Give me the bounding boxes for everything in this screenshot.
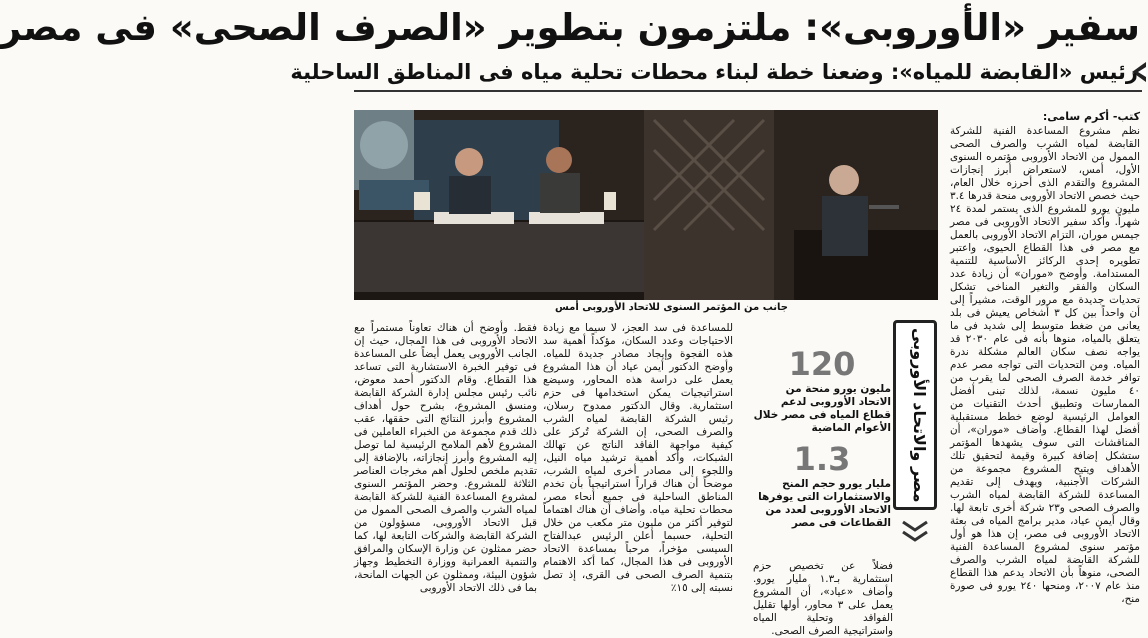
fact-number: 1.3 [793,440,851,478]
article-column-left: فقط. وأوضح أن هناك تعاوناً مستمراً مع الاتحاد الأوروبى فى هذا المجال، حيث إن الجانب الأوروبى يعمل أيضاً على المساعدة فى توفير الخبرة الاستشارية التى تساعد هذا القطاع. وقام الدكتور أحمد معوض، نائب رئيس مجلس إدارة الشركة القابضة ومنسق المشروع، بشرح حول أهداف المشروع وأبرز النتائج التى حققها، عقب ذلك قدم مجموعة من الخبراء العاملين فى المشروع لأهم الملامح الرئيسية لما توصل إليه المشروع وأبرز إنجازاته، بالإضافة إلى تقديم ملخص لحلول أهم مخرجات العناصر الثلاثة للمشروع. وحضر المؤتمر السنوى لمشروع المساعدة الفنية للشركة القابضة لمياه الشرب والصرف الصحى الممول من قبل الاتحاد الأوروبى، مسؤولون من الشركة القابضة والشركات التابعة لها، كما حضر ممثلون عن وزارة الإسكان والمرافق والتنمية العمرانية ووزارة التخطيط وجهاز شؤون البيئة، وممثلون عن الجهات المانحة، بما فى ذلك الاتحاد الأوروبى [354,322,537,594]
article-column-right: نظم مشروع المساعدة الفنية للشركة القابضة لمياه الشرب والصرف الصحى الممول من الاتحاد الأوروبى مؤتمره السنوى الأول، أمس، لاستعراض أبرز إنجازات المشروع والتقدم الذى أحرزه خلال العام، حيث خصص الاتحاد الأوروبى منحة قدرها ٣.٤ مليون يورو للمشروع الذى يستمر لمدة ٢٤ شهراً. وأكد سفير الاتحاد الأوروبى فى مصر جيمس موران، التزام الاتحاد الأوروبى بالعمل مع مصر فى هذا القطاع الحيوى، واعتبر تطويره إحدى الركائز الأساسية للتنمية المستدامة. وأوضح «موران» أن زيادة عدد السكان والفقر والتغير المناخى تشكل تحديات جديدة مع مرور الوقت، مشيراً إلى أن واحداً بين كل ٣ أشخاص يعيش فى بلد يعانى من ضغط متوسط إلى شديد فى ما يتعلق بالمياه، منوها بأنه فى عام ٢٠٣٠ قد يواجه نصف سكان العالم مشكلة ندرة المياه. ومن التحديات التى تواجه مصر عدم توافر خدمة الصرف الصحى لما يقرب من ٤٠ مليون نسمة، لذلك تبنى أفضل الممارسات وتطبيق أحدث التقنيات من العوامل الرئيسية لوضع خطط مستقبلية أفضل لهذا القطاع. وأضاف «موران»، أن المناقشات التى سوف يشهدها المؤتمر ستشكل إضافة كبيرة وقيمة لتحقيق تلك الأهداف ويتيح المشروع مجموعة من الشركات الأجنبية، ويهدف إلى تقديم المساعدة للشركة القابضة لمياه الشرب والصرف الصحى و٢٣ شركة أخرى تابعة لها. وقال أيمن عياد، مدير برامج المياه فى بعثة الاتحاد الأوروبى فى مصر، إن هذا هو أول مؤتمر سنوى لمشروع المساعدة الفنية للشركة القابضة لمياه الشرب والصرف الصحى، منوهاً بأن الاتحاد يدعم هذا القطاع منذ عام ٢٠٠٧، ومنحها ٢٤٠ يورو فى صورة منح، [950,125,1141,605]
sidebar-box [893,320,937,560]
fact-box [753,345,891,435]
conference-photo-illustration [354,110,938,300]
byline: كتب- أكرم سامى: [1042,110,1140,123]
subheadline: رئيس «القابضة للمياه»: وضعنا خطة لبناء محطات تحلية مياه فى المناطق الساحلية [290,60,1138,84]
conference-photo [354,110,938,300]
fact-text: مليار يورو حجم المنح والاستثمارات التى يوفرها الاتحاد الأوروبى لعدد من القطاعات فى مصر [758,478,891,529]
fact-text: مليون يورو منحة من الاتحاد الأوروبى لدعم قطاع المياه فى مصر خلال الأعوام الماضية [753,383,891,434]
fact-number: 120 [788,345,856,383]
headline: سفير «الأوروبى»: ملتزمون بتطوير «الصرف الصحى» فى مصر [0,6,1140,49]
fact-box [753,440,891,530]
photo-caption: جانب من المؤتمر السنوى للاتحاد الأوروبى أمس [555,302,788,313]
chevron-down-icon [901,520,929,544]
sidebar-title: مصر والاتحاد الأوروبى [910,328,929,503]
headline-divider [354,90,1142,92]
article-column-middle: للمساعدة فى سد العجز، لا سيما مع زيادة الاحتياجات وعدد السكان، مؤكداً أهمية سد هذه الفجوة وإيجاد مصادر جديدة للمياه. وأوضح الدكتور أيمن عياد أن هذا المشروع يعمل على دراسة هذه المحاور، وسيضع استراتيجيات يمكن استخدامها فى حزم استثمارية. وقال الدكتور ممدوح رسلان، رئيس الشركة القابضة لمياه الشرب والصرف الصحى، إن الشركة تُركز على كيفية مواجهة الفاقد الناتج عن تهالك الشبكات، وأكد أهمية ترشيد مياه النيل، واللجوء إلى مصادر أخرى لمياه الشرب، موضحاً أن هناك قراراً استراتيجياً بأن تخدم المناطق الساحلية فى جميع أنحاء مصر، محطات تحلية مياه. وأضاف أن هناك اهتماماً لتوفير أكثر من مليون متر مكعب من خلال التحلية، حسبما أعلن الرئيس عبدالفتاح السيسى مؤخراً، مرحباً بمساعدة الاتحاد الأوروبى فى هذا المجال، كما أكد الاهتمام بتنمية الصرف الصحى فى القرى، إذ تصل نسبته إلى ١٥٪ [543,322,733,594]
article-column-middle-bottom: فضلاً عن تخصيص حزم استثمارية بـ١.٣ مليار يورو. وأضاف «عياد»، أن المشروع يعمل على ٣ محاور، أولها تقليل الفواقد وتحلية المياه واستراتيجية الصرف الصحى. [753,560,894,637]
